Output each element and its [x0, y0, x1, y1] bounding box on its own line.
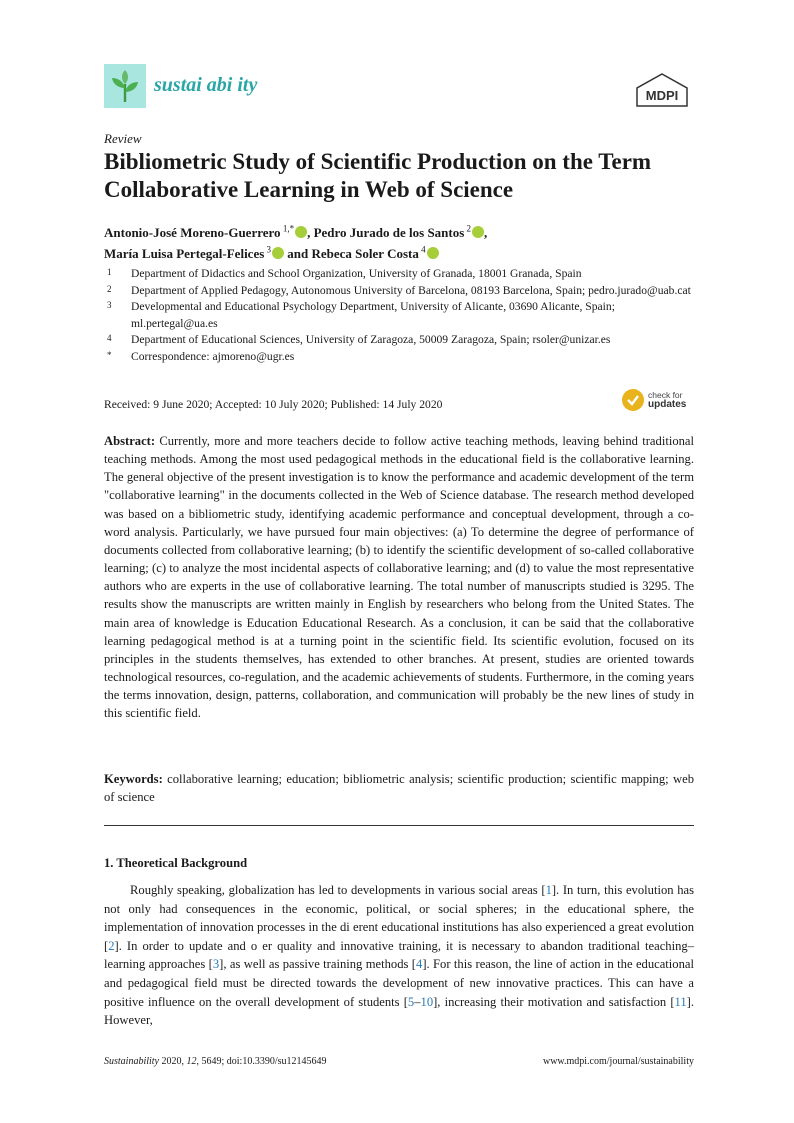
affiliation-item [104, 349, 694, 366]
publisher-name: MDPI [645, 88, 679, 103]
section-divider [104, 825, 694, 826]
footer-citation [104, 1056, 327, 1067]
citation-link[interactable]: 4 [416, 957, 423, 972]
body-text-segment: – [414, 994, 421, 1009]
affiliation-text: Department of Didactics and School Organization, University of Granada, 18001 Granada, Spain [131, 267, 582, 280]
author-name: Antonio-José Moreno-Guerrero [104, 225, 281, 240]
author-affiliation-mark: 2 [464, 223, 472, 234]
abstract [104, 432, 694, 723]
keywords [104, 770, 694, 806]
affiliation-item [104, 299, 694, 332]
article-type: Review [104, 131, 142, 146]
check-updates-line1: check for [648, 390, 683, 400]
footer-year: 2020, [159, 1056, 187, 1067]
check-updates-line2: updates [648, 399, 687, 410]
mdpi-logo [634, 72, 690, 108]
abstract-label: Abstract: [104, 434, 156, 448]
citation-link[interactable]: 1 [545, 883, 552, 897]
body-paragraph [104, 881, 694, 1030]
author-name: Rebeca Soler Costa [311, 246, 419, 261]
abstract-text: Currently, more and more teachers decide to follow active teaching methods, leaving behind traditional teaching methods. Among the most used pedagogical methods in the educational field is the collaborative learning. The general objective of the present investigation is to know the performance and academic development of the term "collaborative learning" in the documents collected in the Web of Science database. The research method developed was based on a bibliometric study, identifying academic performance and conceptual development, through a co-word analysis. Particularly, we have pursued four main objectives: (a) To determine the degree of performance of documents collected from collaborative learning; (b) to identify the scientific development of so-called collaborative learning; (c) to analyze the most incidental aspects of collaborative learning; and (d) to value the most representative authors who are experts in the use of collaborative learning. The total number of manuscripts studied is 3295. The results show the manuscripts are written mainly in English by researchers who belong from the United States. The main area of knowledge is Education Educational Research. As a conclusion, it can be said that the collaborative learning pedagogical method is at a turning point in the scientific field. Its scientific evolution, focused on its principles in the students themselves, has extended to other branches. At present, studies are oriented towards technological resources, co-regulation, and the academic achievements of students. Furthermore, in the coming years the terms innovation, design, patterns, collaboration, and communication will probably be the new lines of study in this scientific field. [104, 434, 694, 721]
affiliation-number: 4 [107, 333, 112, 344]
orcid-icon[interactable] [427, 247, 439, 259]
orcid-icon[interactable] [295, 226, 307, 238]
author-name: María Luisa Pertegal-Felices [104, 246, 265, 261]
section-heading: 1. Theoretical Background [104, 856, 248, 870]
affiliation-item [104, 332, 694, 349]
footer-doi: , 5649; doi:10.3390/su12145649 [196, 1056, 327, 1067]
keywords-text: collaborative learning; education; bibliometric analysis; scientific production; scientific mapping; web of science [104, 772, 694, 804]
author-affiliation-mark: 4 [418, 244, 426, 255]
affiliation-item [104, 283, 694, 300]
affiliation-number: 2 [107, 283, 112, 294]
affiliation-number: 3 [107, 300, 112, 311]
author-name: Pedro Jurado de los Santos [313, 225, 465, 240]
affiliation-text: Department of Educational Sciences, University of Zaragoza, 50009 Zaragoza, Spain; rsoler@unizar.es [131, 333, 611, 347]
leaf-icon [108, 68, 142, 104]
orcid-icon[interactable] [272, 247, 284, 259]
affiliation-list [104, 266, 694, 366]
citation-link[interactable]: 3 [212, 957, 220, 972]
author-affiliation-mark: 3 [264, 244, 272, 255]
journal-logo [104, 64, 146, 108]
footer-journal-link[interactable]: www.mdpi.com/journal/sustainability [542, 1056, 694, 1067]
orcid-icon[interactable] [472, 226, 484, 238]
affiliation-text: Developmental and Educational Psychology Department, University of Alicante, 03690 Alicante, Spain; ml.pertegal@ua.es [131, 300, 615, 330]
citation-link[interactable]: 5 [407, 994, 415, 1009]
body-text-segment: ], increasing their motivation and satisfaction [ [433, 994, 675, 1009]
citation-link[interactable]: 10 [420, 994, 434, 1009]
author-list: Antonio-José Moreno-Guerrero $^{1,*}$ , Pedro Jurado de los Santos $^2$ , María Luisa Pertegal-Felices $^3$ and Rebeca Soler Costa $^4$ [104, 223, 488, 261]
footer-volume: 12 [186, 1056, 197, 1067]
body-text-segment: ]. However, [104, 994, 694, 1028]
affiliation-text: Correspondence: ajmoreno@ugr.es [131, 349, 295, 363]
article-title: Bibliometric Study of Scientific Production on the Term Collaborative Learning in Web of Science [104, 149, 652, 202]
citation-link[interactable]: 11 [674, 994, 687, 1009]
publication-dates: Received: 9 June 2020; Accepted: 10 July 2020; Published: 14 July 2020 [104, 398, 443, 411]
keywords-label: Keywords: [104, 772, 163, 786]
affiliation-number: 1 [107, 267, 112, 277]
body-text-segment: ]. In turn, this evolution has not only had consequences in the economic, political, or social spheres; in the educational sphere, the implementation of innovation processes in the di erent educational institutions has also experienced a great evolution [ [104, 883, 694, 953]
journal-name: sustai abi ity [154, 74, 258, 96]
body-text-segment: ]. In order to update and o er quality and innovative training, it is necessary to abandon traditional teaching–learning approaches [ [104, 938, 694, 972]
body-text-segment: Roughly speaking, globalization has led to developments in various social areas [ [130, 883, 546, 897]
check-updates-icon [622, 389, 644, 411]
footer-journal: Sustainability [104, 1056, 159, 1067]
check-for-updates-button[interactable] [622, 386, 698, 414]
citation-link[interactable]: 2 [108, 938, 115, 953]
author-affiliation-mark: 1,* [280, 223, 295, 234]
affiliation-number: * [107, 349, 112, 360]
affiliation-text: Department of Applied Pedagogy, Autonomous University of Barcelona, 08193 Barcelona, Spain; pedro.jurado@uab.cat [131, 283, 691, 297]
affiliation-item [104, 266, 694, 283]
body-text-segment: ], as well as passive training methods [ [219, 957, 417, 972]
body-text-segment: ]. For this reason, the line of action in the educational and pedagogical field must be directed towards the development of new innovative practices. This can have a positive influence on the overall development of students [ [104, 957, 694, 1009]
